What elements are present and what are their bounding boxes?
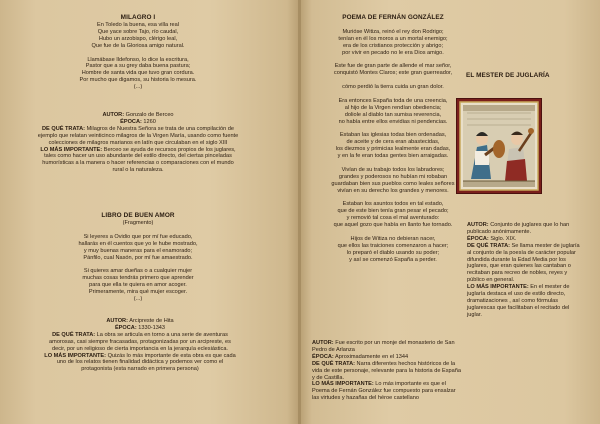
verse-line: conquistó Montes Claros; este gran guerreador, <box>333 70 453 77</box>
verse-line: y muy buenas maneras para el enamorado; <box>83 247 193 254</box>
verse-ellipsis: (...) <box>133 84 143 91</box>
page-fold <box>298 0 301 424</box>
verse-line: y así se comenzó España a perder. <box>349 256 437 263</box>
verse-line: Hubo un arzobispo, clérigo leal, <box>98 35 178 42</box>
verse-line: doliole al diablo tan sumisa reverencia, <box>344 111 442 118</box>
verse-line: lo preparó el diablo usando su poder; <box>346 249 440 256</box>
mester-header <box>466 72 576 80</box>
info-important: LO MÁS IMPORTANTE: En el mester de juglaría destaca el uso de estilo directo, dramatizaciones , así como fórmulas juglarescas que facilitaban el recitado del juglar. <box>467 284 570 318</box>
verse-line: era de los cristianos protección y abrigo; <box>342 42 444 49</box>
poema-title: POEMA DE FERNÁN GONZÁLEZ <box>342 14 444 21</box>
verse-ellipsis: (...) <box>133 295 143 302</box>
verse-line: Pánfilo, cual Nasón, por mí fue amaestrado. <box>83 254 193 261</box>
info-important: LO MÁS IMPORTANTE: Quizás lo más importante de esta obra es que cada uno de los relatos tienen finalidad didáctica y podemos ver como el protagonista (esta narrado en primera persona) <box>44 352 236 373</box>
verse-line: y en la fe eran todas gentes bien arraigadas. <box>337 153 449 160</box>
poema-poem <box>318 14 468 264</box>
verse-line: Estaban las iglesias todas bien ordenadas, <box>339 132 447 139</box>
info-epoch: ÉPOCA: 1260 <box>120 118 156 125</box>
milagro-title: MILAGRO I <box>120 14 156 21</box>
verse-line: Estaban los asuntos todos en tal estado, <box>342 201 444 208</box>
libro-title: LIBRO DE BUEN AMOR <box>101 212 175 219</box>
miniature-illustration <box>457 99 541 193</box>
libro-poem <box>38 212 238 303</box>
verse-line: y removió tal cosa el mal aventurado: <box>346 215 440 222</box>
juglares-miniature-image <box>456 98 542 194</box>
info-important: LO MÁS IMPORTANTE: Lo más importante es que el Poema de Fernán González fue compuesto para ensalzar las virtudes y hazañas del héroe castellano <box>312 381 456 402</box>
info-about: DE QUÉ TRATA: Narra diferentes hechos históricos de la vida de este personaje, relevante para la historia de España y de Castilla. <box>312 360 461 381</box>
mester-title: EL MESTER DE JUGLARÍA <box>466 72 550 79</box>
info-author: AUTOR: Gonzalo de Berceo <box>102 112 174 118</box>
verse-line: de aceite y de cera eran abastecidas, <box>346 139 440 146</box>
verse-line: muchas cosas tendrás primero que aprender <box>82 275 194 282</box>
verse-line: Hijos de Witiza no debieran nacer, <box>350 235 436 242</box>
verse-line: hallarás en él cuentos que yo le hube mostrado, <box>78 240 198 247</box>
verse-line: grandes y poderosos no hubían mi robaban <box>338 173 448 180</box>
info-epoch: ÉPOCA: Aproximadamente en el 1344 <box>312 353 409 360</box>
libro-subtitle: (Fragmento) <box>122 220 154 226</box>
verse-line: Si leyeres a Ovidio que por mí fue educado, <box>83 233 193 240</box>
libro-info <box>44 318 236 373</box>
verse-line: Por mucho que digamos, su historia lo mesura. <box>79 77 197 84</box>
verse-line: Si quieres amar dueñas o a cualquier mujer <box>83 268 193 275</box>
verse-line: que aquel gozo que había en llanto fue tornado. <box>333 222 453 229</box>
info-about: DE QUÉ TRATA: La obra se articula en torno a una serie de aventuras amorosas, casi siempre fracasadas, protagonizadas por un arcipreste, es decir, por un religioso de cierta importancia en la jerarquía eclesiástica. <box>49 331 231 352</box>
verse-line: que de este bien tenía gran pesar el pecado; <box>337 208 449 215</box>
info-epoch: ÉPOCA: 1330-1343 <box>114 324 166 331</box>
verse-line: Llamábase Ildefonso, lo dice la escritura, <box>87 56 189 63</box>
mester-info <box>467 222 581 319</box>
verse-line: vivían en su derecho los grandes y menores. <box>337 187 449 194</box>
verse-line: tenían en él los moros a un mortal enemigo; <box>338 35 448 42</box>
verse-line: por vivir en pecado no le era Dios amigo. <box>342 49 444 56</box>
verse-line: Vivían de su trabajo todos los labradores; <box>341 166 445 173</box>
poema-info <box>312 340 464 402</box>
info-author: AUTOR: Arcipreste de Hita <box>106 318 174 324</box>
verse-line: Pastor que a su grey daba buena pastura; <box>85 63 191 70</box>
info-epoch: ÉPOCA: Siglo. XIX. <box>467 235 517 242</box>
verse-line: Primeramente, mira qué mujer escoger. <box>88 289 188 296</box>
verse-line: Que fue de la Gloriosa amigo natural. <box>91 42 185 49</box>
verse-line: para que ella te quiera en amor acoger. <box>89 282 187 289</box>
info-author: AUTOR: Conjunto de juglares que lo han publicado anónimamente. <box>467 222 570 235</box>
milagro-info <box>36 112 240 174</box>
verse-line: Este fue de gran parte de allende el mar señor, <box>334 63 452 70</box>
milagro-poem <box>38 14 238 91</box>
verse-line: guardaban bien sus pueblos como leales señores <box>331 180 455 187</box>
verse-line: al hijo de la Virgen rendían obediencia; <box>344 104 442 111</box>
verse-line: no había entre ellos envidias ni pendencias. <box>338 118 448 125</box>
verse-line: Era entonces España toda de una creencia, <box>338 97 448 104</box>
info-about: DE QUÉ TRATA: Milagros de Nuestra Señora se trata de una compilación de ejemplo que relatan veinticinco milagros de la Virgen María, usando como fuente colecciones de milagros marianos en latín que circulaban en el siglo XIII <box>37 125 239 146</box>
verse-line: que ellos las traiciones comenzaron a hacer; <box>337 242 449 249</box>
verse-line: En Toledo la buena, esa villa real <box>97 22 179 28</box>
info-about: DE QUÉ TRATA: Se llama mester de juglaría al conjunto de la poesía de carácter popular difundida durante la Edad Media por los juglares, que eran quienes las cantaban o recitaban para recreo de nobles, reyes y público en general. <box>467 242 580 284</box>
info-important: LO MÁS IMPORTANTE: Berceo se ayuda de recursos propios de los juglares, tales como hacer un uso abundante del estilo directo, del ciertas pinceladas humorísticas a la manera o hacer referencias o comparaciones con el mundo rural o la naturaleza. <box>40 146 236 174</box>
verse-line: Hombre de santa vida que tuvo gran cordura. <box>81 70 195 77</box>
verse-line: cómo perdió la tierra cuida un gran dolor. <box>342 84 444 91</box>
verse-line: los diezmos y primicias lealmente eran dadas, <box>335 146 451 153</box>
verse-line: Que yace sobre Tajo, río caudal, <box>97 28 179 35</box>
info-author: AUTOR: Fue escrito por un monje del monasterio de San Pedro de Arlanza <box>312 340 455 353</box>
verse-line: Murióse Witiza, reinó el rey don Rodrigo; <box>342 28 444 35</box>
